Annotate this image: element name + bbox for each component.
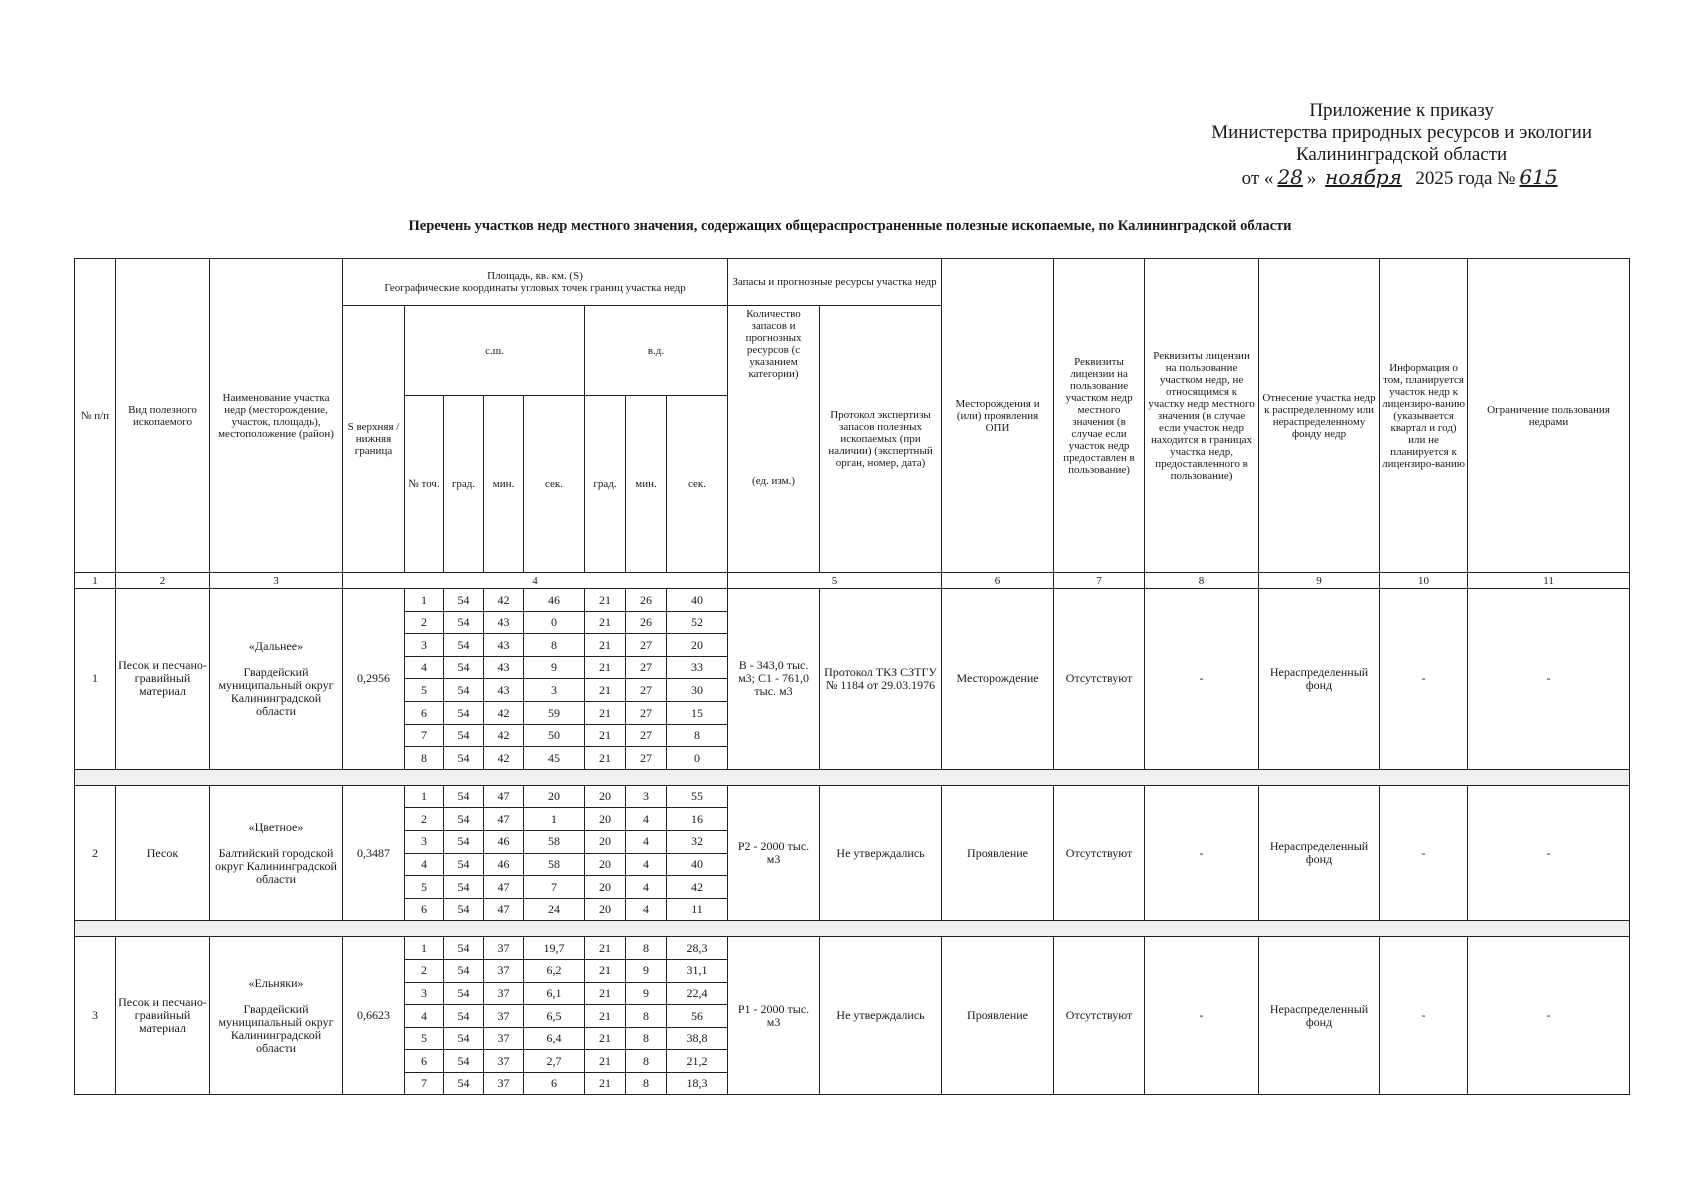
- col-number: 10: [1380, 573, 1468, 589]
- col-number: 6: [942, 573, 1054, 589]
- col-number: 7: [1054, 573, 1145, 589]
- appendix-header: [1211, 100, 1592, 190]
- col-number: 5: [728, 573, 942, 589]
- lat-min: 47: [484, 876, 524, 899]
- lat-deg: 54: [444, 747, 484, 770]
- lat-deg: 54: [444, 1027, 484, 1050]
- lon-sec: 11: [667, 898, 728, 921]
- lon-min: 8: [626, 1027, 667, 1050]
- row-mineral-kind: Песок: [116, 785, 210, 921]
- lat-min: 37: [484, 1005, 524, 1028]
- lat-sec: 19,7: [524, 937, 585, 960]
- point-number: 4: [405, 1005, 444, 1028]
- col-number: 4: [343, 573, 728, 589]
- lat-deg: 54: [444, 1050, 484, 1073]
- row-plot-name-cell: [210, 785, 343, 921]
- lon-sec: 42: [667, 876, 728, 899]
- row-restriction: -: [1468, 589, 1630, 770]
- point-number: 5: [405, 876, 444, 899]
- lon-deg: 21: [585, 982, 626, 1005]
- row-reserves: В - 343,0 тыс. м3; С1 - 761,0 тыс. м3: [728, 589, 820, 770]
- lat-sec: 8: [524, 634, 585, 657]
- lat-sec: 3: [524, 679, 585, 702]
- lat-min: 37: [484, 937, 524, 960]
- lon-deg: 21: [585, 611, 626, 634]
- point-number: 5: [405, 1027, 444, 1050]
- header-lon-deg: град.: [585, 396, 626, 573]
- lon-deg: 21: [585, 959, 626, 982]
- date-month-handwritten: ноября: [1325, 165, 1402, 189]
- row-area-s: 0,6623: [343, 937, 405, 1095]
- plot-location: Гвардейский муниципальный округ Калининградской области: [218, 1001, 334, 1055]
- lon-min: 26: [626, 589, 667, 612]
- lat-sec: 58: [524, 853, 585, 876]
- row-deposit-type: Проявление: [942, 785, 1054, 921]
- lon-min: 4: [626, 876, 667, 899]
- point-number: 6: [405, 898, 444, 921]
- point-number: 1: [405, 589, 444, 612]
- header-reserves-title: Запасы и прогнозные ресурсы участка недр: [728, 259, 942, 306]
- lon-min: 8: [626, 937, 667, 960]
- table-row: [75, 937, 1630, 960]
- lon-min: 27: [626, 724, 667, 747]
- row-fund: Нераспределенный фонд: [1259, 937, 1380, 1095]
- lon-sec: 30: [667, 679, 728, 702]
- point-number: 3: [405, 982, 444, 1005]
- point-number: 4: [405, 656, 444, 679]
- lat-sec: 2,7: [524, 1050, 585, 1073]
- lon-sec: 21,2: [667, 1050, 728, 1073]
- row-reserves: Р2 - 2000 тыс. м3: [728, 785, 820, 921]
- lat-min: 42: [484, 701, 524, 724]
- lat-deg: 54: [444, 611, 484, 634]
- row-deposit-type: Месторождение: [942, 589, 1054, 770]
- lon-sec: 16: [667, 808, 728, 831]
- col-number: 1: [75, 573, 116, 589]
- row-licensing-info: -: [1380, 785, 1468, 921]
- lon-deg: 21: [585, 724, 626, 747]
- lat-deg: 54: [444, 656, 484, 679]
- lon-sec: 31,1: [667, 959, 728, 982]
- row-mineral-kind: Песок и песчано-гравийный материал: [116, 589, 210, 770]
- row-number: 1: [75, 589, 116, 770]
- lat-sec: 6,5: [524, 1005, 585, 1028]
- point-number: 6: [405, 701, 444, 724]
- lat-sec: 46: [524, 589, 585, 612]
- lon-deg: 21: [585, 656, 626, 679]
- lat-min: 46: [484, 830, 524, 853]
- point-number: 2: [405, 959, 444, 982]
- header-lat-deg: град.: [444, 396, 484, 573]
- lat-min: 47: [484, 898, 524, 921]
- lon-deg: 21: [585, 634, 626, 657]
- point-number: 8: [405, 747, 444, 770]
- appendix-line-1: Приложение к приказу: [1309, 100, 1494, 121]
- row-plot-name-cell: [210, 937, 343, 1095]
- row-number: 3: [75, 937, 116, 1095]
- header-license-local: Реквизиты лицензии на пользование участком недр местного значения (в случае если участок недр предоставлен в пользование): [1054, 259, 1145, 573]
- lat-deg: 54: [444, 701, 484, 724]
- row-license-other: -: [1145, 785, 1259, 921]
- point-number: 7: [405, 1072, 444, 1095]
- lon-min: 27: [626, 656, 667, 679]
- lat-deg: 54: [444, 1005, 484, 1028]
- row-licensing-info: -: [1380, 937, 1468, 1095]
- lon-min: 8: [626, 1072, 667, 1095]
- row-reserves: Р1 - 2000 тыс. м3: [728, 937, 820, 1095]
- lon-sec: 18,3: [667, 1072, 728, 1095]
- lat-min: 47: [484, 785, 524, 808]
- row-restriction: -: [1468, 785, 1630, 921]
- header-reserves-unit: (ед. изм.): [752, 475, 795, 487]
- lat-deg: 54: [444, 1072, 484, 1095]
- lat-sec: 9: [524, 656, 585, 679]
- lat-sec: 6,2: [524, 959, 585, 982]
- lat-min: 43: [484, 679, 524, 702]
- header-num: № п/п: [75, 259, 116, 573]
- lon-deg: 21: [585, 589, 626, 612]
- header-info: Информация о том, планируется участок недр к лицензиро-ванию (указывается квартал и год) или не планируется к лицензиро-ванию: [1380, 259, 1468, 573]
- row-protocol: Протокол ТКЗ СЗТГУ № 1184 от 29.03.1976: [820, 589, 942, 770]
- col-number: 3: [210, 573, 343, 589]
- lon-sec: 28,3: [667, 937, 728, 960]
- lat-deg: 54: [444, 830, 484, 853]
- row-mineral-kind: Песок и песчано-гравийный материал: [116, 937, 210, 1095]
- lon-sec: 52: [667, 611, 728, 634]
- header-lat-min: мин.: [484, 396, 524, 573]
- lon-deg: 21: [585, 679, 626, 702]
- lat-sec: 59: [524, 701, 585, 724]
- lat-min: 42: [484, 747, 524, 770]
- lat-sec: 50: [524, 724, 585, 747]
- lat-min: 43: [484, 656, 524, 679]
- lat-deg: 54: [444, 959, 484, 982]
- column-number-row: [75, 573, 1630, 589]
- lat-deg: 54: [444, 785, 484, 808]
- lat-min: 37: [484, 959, 524, 982]
- row-restriction: -: [1468, 937, 1630, 1095]
- lat-sec: 6: [524, 1072, 585, 1095]
- lon-deg: 20: [585, 876, 626, 899]
- table-row: [75, 785, 1630, 808]
- lat-sec: 7: [524, 876, 585, 899]
- lon-deg: 20: [585, 898, 626, 921]
- header-lat: с.ш.: [405, 306, 585, 396]
- order-date-line: [1211, 166, 1592, 190]
- lat-deg: 54: [444, 679, 484, 702]
- lon-sec: 38,8: [667, 1027, 728, 1050]
- lat-sec: 20: [524, 785, 585, 808]
- lat-min: 47: [484, 808, 524, 831]
- table-header: [75, 259, 1630, 589]
- row-area-s: 0,2956: [343, 589, 405, 770]
- point-number: 1: [405, 937, 444, 960]
- lon-min: 3: [626, 785, 667, 808]
- date-prefix: от «: [1241, 168, 1274, 189]
- lon-deg: 21: [585, 1027, 626, 1050]
- lon-min: 26: [626, 611, 667, 634]
- lat-min: 42: [484, 589, 524, 612]
- lon-deg: 21: [585, 1005, 626, 1028]
- row-fund: Нераспределенный фонд: [1259, 589, 1380, 770]
- header-s: S верхняя / нижняя граница: [343, 306, 405, 573]
- row-number: 2: [75, 785, 116, 921]
- header-kind: Вид полезного ископаемого: [116, 259, 210, 573]
- lat-min: 46: [484, 853, 524, 876]
- plot-name: «Дальнее»: [248, 638, 304, 653]
- lat-min: 42: [484, 724, 524, 747]
- header-lat-sec: сек.: [524, 396, 585, 573]
- lon-sec: 55: [667, 785, 728, 808]
- row-plot-name-cell: [210, 589, 343, 770]
- lon-sec: 20: [667, 634, 728, 657]
- date-year-text: 2025 года №: [1415, 168, 1516, 189]
- appendix-line-3: Калининградской области: [1296, 144, 1508, 165]
- lon-sec: 33: [667, 656, 728, 679]
- header-license-other: Реквизиты лицензии на пользование участком недр, не относящимся к участку недр местного значения (в случае если участок недр находится в границах участка недр, предоставленного в пользование): [1145, 259, 1259, 573]
- lon-min: 4: [626, 830, 667, 853]
- lat-sec: 58: [524, 830, 585, 853]
- point-number: 1: [405, 785, 444, 808]
- col-number: 2: [116, 573, 210, 589]
- section-gap: [75, 921, 1630, 937]
- header-reserves-qty-text: Количество запасов и прогнозных ресурсов (с указанием категории): [745, 308, 802, 380]
- subsoil-plots-table: [74, 258, 1630, 1095]
- lat-deg: 54: [444, 724, 484, 747]
- lat-sec: 45: [524, 747, 585, 770]
- date-mid: »: [1306, 168, 1317, 189]
- header-lon-sec: сек.: [667, 396, 728, 573]
- lon-deg: 20: [585, 853, 626, 876]
- section-gap-cell: [75, 769, 1630, 785]
- lon-sec: 15: [667, 701, 728, 724]
- point-number: 4: [405, 853, 444, 876]
- header-deposit: Месторождения и (или) проявления ОПИ: [942, 259, 1054, 573]
- lon-sec: 40: [667, 589, 728, 612]
- plot-location: Гвардейский муниципальный округ Калининградской области: [218, 664, 334, 718]
- lon-min: 8: [626, 1005, 667, 1028]
- point-number: 7: [405, 724, 444, 747]
- col-number: 11: [1468, 573, 1630, 589]
- header-fund: Отнесение участка недр к распределенному или нераспределенному фонду недр: [1259, 259, 1380, 573]
- point-number: 6: [405, 1050, 444, 1073]
- lat-min: 37: [484, 1050, 524, 1073]
- lon-sec: 56: [667, 1005, 728, 1028]
- lon-sec: 22,4: [667, 982, 728, 1005]
- lon-min: 4: [626, 808, 667, 831]
- lon-deg: 21: [585, 1050, 626, 1073]
- header-coords-title: Географические координаты угловых точек границ участка недр: [384, 282, 686, 294]
- lat-deg: 54: [444, 937, 484, 960]
- row-deposit-type: Проявление: [942, 937, 1054, 1095]
- lat-sec: 6,1: [524, 982, 585, 1005]
- header-protocol: Протокол экспертизы запасов полезных ископаемых (при наличии) (экспертный орган, номер, дата): [820, 306, 942, 573]
- point-number: 5: [405, 679, 444, 702]
- lat-deg: 54: [444, 853, 484, 876]
- section-gap-cell: [75, 921, 1630, 937]
- lon-deg: 21: [585, 747, 626, 770]
- lon-min: 9: [626, 982, 667, 1005]
- lon-min: 8: [626, 1050, 667, 1073]
- header-lon: в.д.: [585, 306, 728, 396]
- lon-deg: 20: [585, 785, 626, 808]
- lon-sec: 40: [667, 853, 728, 876]
- lon-deg: 21: [585, 937, 626, 960]
- lat-min: 43: [484, 634, 524, 657]
- row-protocol: Не утверждались: [820, 785, 942, 921]
- lat-deg: 54: [444, 808, 484, 831]
- lon-min: 4: [626, 853, 667, 876]
- section-gap: [75, 769, 1630, 785]
- header-name: Наименование участка недр (месторождение, участок, площадь), местоположение (район): [210, 259, 343, 573]
- header-area-title: Площадь, кв. км. (S): [487, 270, 583, 282]
- row-license-local: Отсутствуют: [1054, 937, 1145, 1095]
- header-point-no: № точ.: [405, 396, 444, 573]
- table-row: [75, 589, 1630, 612]
- header-lon-min: мин.: [626, 396, 667, 573]
- row-licensing-info: -: [1380, 589, 1468, 770]
- lat-sec: 0: [524, 611, 585, 634]
- lon-sec: 8: [667, 724, 728, 747]
- lon-min: 27: [626, 701, 667, 724]
- lon-deg: 20: [585, 808, 626, 831]
- header-restriction: Ограничение пользования недрами: [1468, 259, 1630, 573]
- point-number: 2: [405, 808, 444, 831]
- lat-deg: 54: [444, 634, 484, 657]
- col-number: 8: [1145, 573, 1259, 589]
- plot-name: «Ельняки»: [248, 975, 304, 990]
- point-number: 3: [405, 634, 444, 657]
- lon-min: 27: [626, 679, 667, 702]
- lon-min: 27: [626, 747, 667, 770]
- lat-min: 43: [484, 611, 524, 634]
- row-license-other: -: [1145, 937, 1259, 1095]
- row-license-other: -: [1145, 589, 1259, 770]
- document-title: Перечень участков недр местного значения, содержащих общераспространенные полезные ископаемые, по Калининградской области: [408, 218, 1292, 234]
- header-reserves-qty: [728, 306, 820, 573]
- lat-sec: 24: [524, 898, 585, 921]
- point-number: 3: [405, 830, 444, 853]
- row-license-local: Отсутствуют: [1054, 589, 1145, 770]
- order-number-handwritten: 615: [1519, 165, 1558, 189]
- lat-sec: 6,4: [524, 1027, 585, 1050]
- lat-deg: 54: [444, 876, 484, 899]
- table-body: [75, 589, 1630, 1095]
- row-fund: Нераспределенный фонд: [1259, 785, 1380, 921]
- row-protocol: Не утверждались: [820, 937, 942, 1095]
- lat-deg: 54: [444, 589, 484, 612]
- row-license-local: Отсутствуют: [1054, 785, 1145, 921]
- lon-sec: 0: [667, 747, 728, 770]
- col-number: 9: [1259, 573, 1380, 589]
- lon-sec: 32: [667, 830, 728, 853]
- lon-min: 4: [626, 898, 667, 921]
- lon-deg: 21: [585, 1072, 626, 1095]
- lon-min: 27: [626, 634, 667, 657]
- header-area-coords: [343, 259, 728, 306]
- lat-sec: 1: [524, 808, 585, 831]
- appendix-line-2: Министерства природных ресурсов и экологии: [1211, 122, 1592, 143]
- lon-deg: 20: [585, 830, 626, 853]
- lat-min: 37: [484, 1027, 524, 1050]
- lat-min: 37: [484, 982, 524, 1005]
- row-area-s: 0,3487: [343, 785, 405, 921]
- lat-min: 37: [484, 1072, 524, 1095]
- lat-deg: 54: [444, 898, 484, 921]
- lon-deg: 21: [585, 701, 626, 724]
- point-number: 2: [405, 611, 444, 634]
- plot-location: Балтийский городской округ Калининградской области: [215, 845, 337, 886]
- lon-min: 9: [626, 959, 667, 982]
- plot-name: «Цветное»: [248, 819, 304, 834]
- lat-deg: 54: [444, 982, 484, 1005]
- date-day-handwritten: 28: [1277, 165, 1303, 189]
